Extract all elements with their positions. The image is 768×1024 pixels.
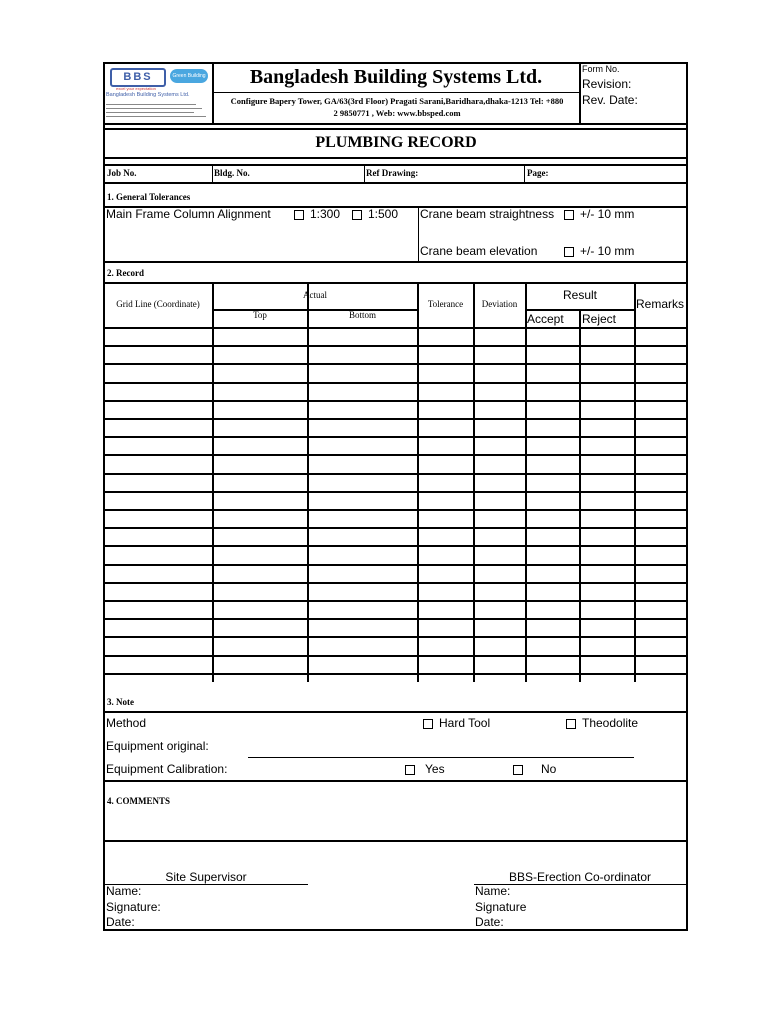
col-actual: Actual [303, 290, 327, 300]
table-row [104, 509, 688, 511]
table-col-divider [307, 282, 309, 682]
table-row [104, 491, 688, 493]
coordinator-title: BBS-Erection Co-ordinator [508, 870, 652, 884]
col-tolerance: Tolerance [427, 299, 464, 309]
form-no-label: Form No. [582, 64, 620, 74]
left-name-label: Name: [106, 884, 142, 898]
ref-drawing-label: Ref Drawing: [366, 168, 419, 178]
header-company-underline [213, 92, 579, 93]
table-row [104, 473, 688, 475]
result-subheader-line [526, 309, 635, 311]
crane-elevation-label: Crane beam elevation [420, 244, 538, 258]
tolerances-bottom-line [104, 261, 688, 263]
comments-area[interactable] [106, 812, 684, 838]
col-bottom: Bottom [348, 310, 376, 320]
col-accept: Accept [527, 312, 564, 326]
job-row-top-line [104, 164, 688, 166]
job-row-bottom-line [104, 182, 688, 184]
right-signature-label: Signature [475, 900, 527, 914]
header-bottom-line [104, 123, 688, 125]
site-supervisor-title: Site Supervisor [165, 870, 247, 884]
table-col-divider [212, 282, 214, 682]
calibration-no-option[interactable]: No [513, 762, 556, 776]
revision-label: Revision: [582, 77, 632, 91]
bldg-no-label: Bldg. No. [214, 168, 250, 178]
page-label: Page: [527, 168, 549, 178]
checkbox-straightness[interactable] [564, 210, 574, 220]
table-col-divider [417, 282, 419, 682]
table-row [104, 382, 688, 384]
logo-company: Bangladesh Building Systems Ltd. [106, 92, 190, 98]
checkbox-1500[interactable] [352, 210, 362, 220]
badge-text: Green Building [172, 73, 206, 79]
table-row [104, 545, 688, 547]
checkbox-elevation[interactable] [564, 247, 574, 257]
record-heading: 2. Record [107, 268, 144, 278]
table-header-bottom [104, 327, 688, 329]
general-tolerances-heading: 1. General Tolerances [107, 192, 191, 202]
table-row [104, 436, 688, 438]
company-logo [106, 65, 212, 123]
left-date-label: Date: [106, 915, 135, 929]
col-result: Result [562, 288, 597, 302]
left-signature-label: Signature: [106, 900, 161, 914]
table-row [104, 673, 688, 675]
comments-heading: 4. COMMENTS [107, 796, 170, 806]
job-row-div2 [364, 165, 365, 182]
hard-tool-option[interactable]: Hard Tool [423, 716, 490, 730]
method-label: Method [106, 716, 147, 730]
table-row [104, 582, 688, 584]
title-top-line [104, 128, 688, 130]
calibration-yes-option[interactable]: Yes [405, 762, 445, 776]
checkbox-no[interactable] [513, 765, 523, 775]
col-grid-line: Grid Line (Coordinate) [116, 299, 200, 309]
option-1300[interactable]: 1:300 [294, 207, 340, 221]
col-deviation: Deviation [481, 299, 518, 309]
table-row [104, 345, 688, 347]
table-col-divider [473, 282, 475, 682]
note-heading-line [104, 711, 688, 713]
comments-bottom-line [104, 840, 688, 842]
checkbox-1300[interactable] [294, 210, 304, 220]
table-row [104, 527, 688, 529]
table-row [104, 618, 688, 620]
table-row [104, 418, 688, 420]
col-top: Top [253, 310, 267, 320]
note-bottom-line [104, 780, 688, 782]
table-row [104, 400, 688, 402]
header-divider-right [579, 63, 581, 123]
equipment-original-label: Equipment original: [106, 739, 209, 753]
equipment-original-line[interactable] [248, 757, 634, 758]
checkbox-yes[interactable] [405, 765, 415, 775]
column-alignment-label: Main Frame Column Alignment [106, 207, 271, 221]
right-date-label: Date: [475, 915, 504, 929]
company-address-line1: Configure Bapery Tower, GA/63(3rd Floor) Pragati Sarani,Baridhara,dhaka-1213 Tel: +880 [230, 96, 564, 106]
tolerances-divider [418, 207, 419, 262]
crane-elevation-option[interactable]: +/- 10 mm [564, 244, 634, 258]
table-row [104, 454, 688, 456]
table-row [104, 363, 688, 365]
crane-straightness-option[interactable]: +/- 10 mm [564, 207, 634, 221]
frame-left [103, 62, 105, 931]
right-name-label: Name: [475, 884, 511, 898]
crane-straightness-label: Crane beam straightness [420, 207, 555, 221]
frame-right [686, 62, 688, 931]
rev-date-label: Rev. Date: [582, 93, 638, 107]
title-bottom-line [104, 157, 688, 159]
table-row [104, 600, 688, 602]
equipment-calibration-label: Equipment Calibration: [106, 762, 228, 776]
green-building-badge [170, 69, 208, 83]
logo-mark [110, 68, 166, 87]
job-row-div1 [212, 165, 213, 182]
company-name: Bangladesh Building Systems Ltd. [249, 66, 543, 88]
job-row-div3 [524, 165, 525, 182]
table-col-divider [525, 282, 527, 682]
frame-bottom [104, 929, 688, 931]
note-heading: 3. Note [107, 697, 134, 707]
logo-tagline: excel your expectation [116, 86, 156, 91]
table-row [104, 564, 688, 566]
theodolite-option[interactable]: Theodolite [566, 716, 638, 730]
col-remarks: Remarks [636, 297, 685, 311]
table-col-divider [579, 310, 581, 682]
job-no-label: Job No. [107, 168, 137, 178]
table-row [104, 655, 688, 657]
company-address-line2: 2 9850771 , Web: www.bbsped.com [333, 108, 461, 118]
table-col-divider [634, 282, 636, 682]
option-1500[interactable]: 1:500 [352, 207, 398, 221]
table-row [104, 636, 688, 638]
checkbox-hard-tool[interactable] [423, 719, 433, 729]
logo-fineprint [106, 101, 210, 120]
logo-text: BBS [123, 71, 153, 83]
record-heading-line [104, 282, 688, 284]
checkbox-theodolite[interactable] [566, 719, 576, 729]
col-reject: Reject [582, 312, 617, 326]
page-title: PLUMBING RECORD [315, 134, 477, 151]
